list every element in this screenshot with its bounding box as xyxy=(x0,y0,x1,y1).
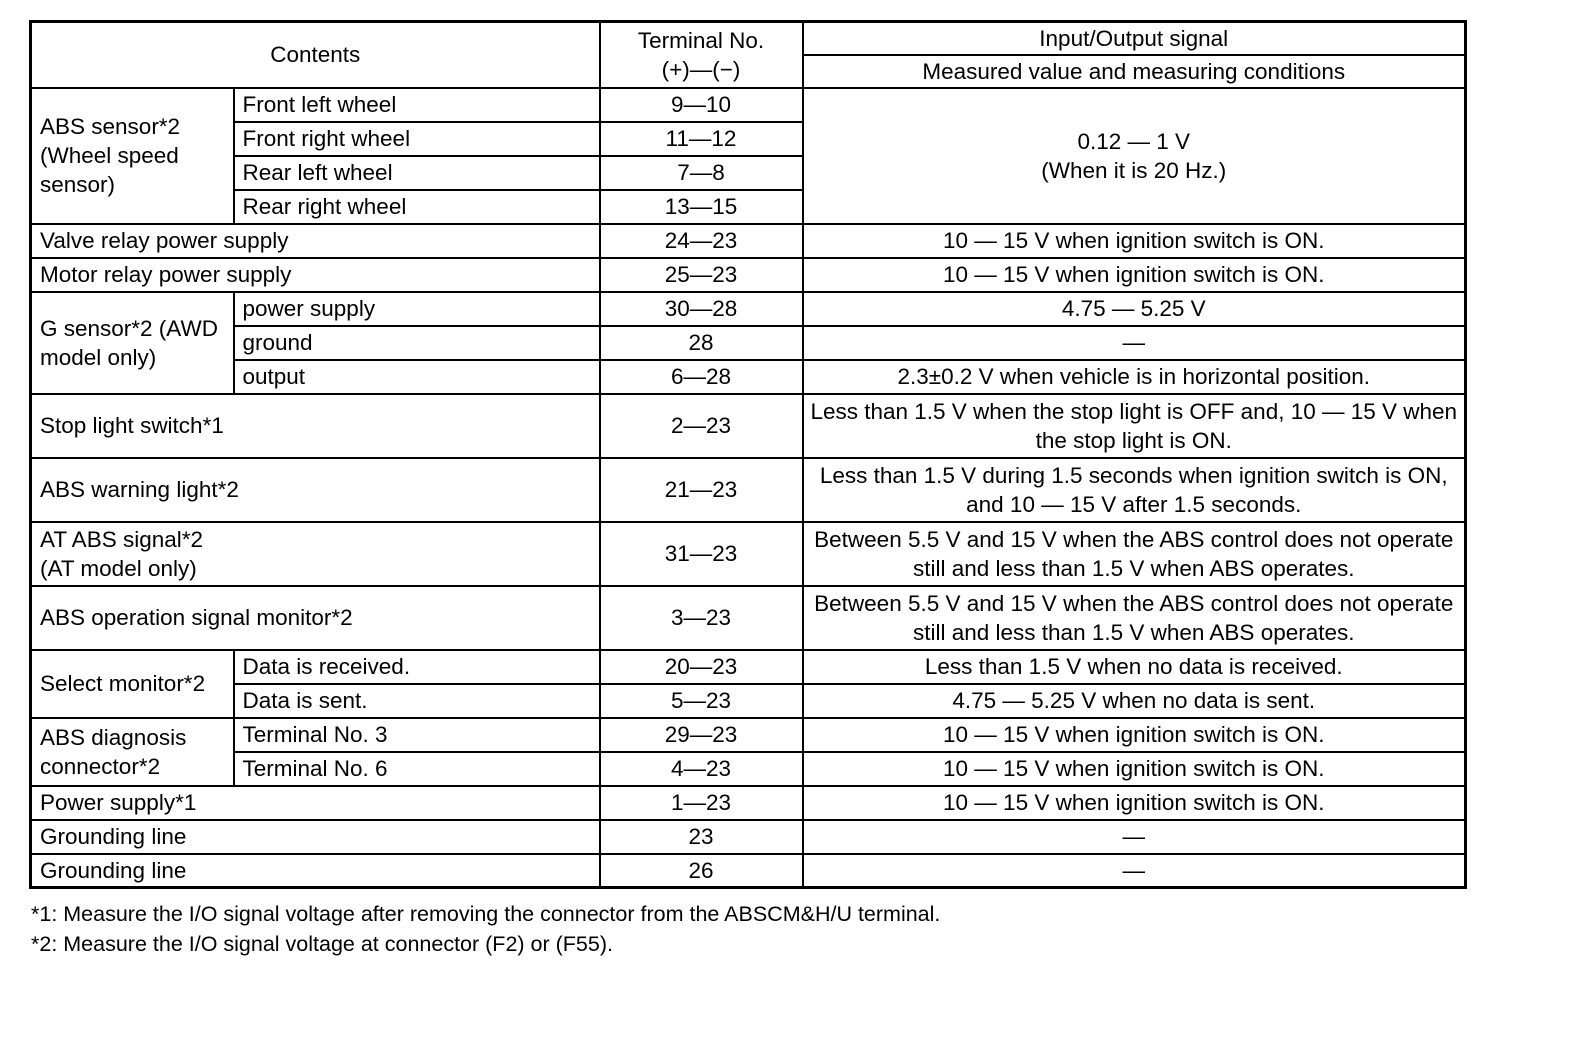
signal-value: Between 5.5 V and 15 V when the ABS control does not operate still and less than 1.5 V when ABS operates. xyxy=(803,522,1466,586)
table-row xyxy=(31,292,1466,326)
terminal-value: 23 xyxy=(600,820,803,854)
item-label-line: AT ABS signal*2 xyxy=(40,526,204,552)
item-label: Power supply*1 xyxy=(31,786,600,820)
item-label: Stop light switch*1 xyxy=(31,394,600,458)
terminal-value: 7—8 xyxy=(600,156,803,190)
item-label: ABS operation signal monitor*2 xyxy=(31,586,600,650)
table-row xyxy=(31,522,1466,586)
item-label: Motor relay power supply xyxy=(31,258,600,292)
table-row xyxy=(31,854,1466,888)
footnote: *2: Measure the I/O signal voltage at connector (F2) or (F55). xyxy=(31,932,613,956)
header-io-signal: Input/Output signal xyxy=(803,22,1466,55)
table-row xyxy=(31,360,1466,394)
header-contents: Contents xyxy=(31,22,600,88)
table-row xyxy=(31,88,1466,122)
item-label: power supply xyxy=(234,292,600,326)
signal-value: 10 — 15 V when ignition switch is ON. xyxy=(803,786,1466,820)
item-label-line: (AT model only) xyxy=(40,555,197,581)
item-label: Rear left wheel xyxy=(234,156,600,190)
terminal-value: 28 xyxy=(600,326,803,360)
signal-value: 10 — 15 V when ignition switch is ON. xyxy=(803,752,1466,786)
terminal-value: 30—28 xyxy=(600,292,803,326)
terminal-value: 21—23 xyxy=(600,458,803,522)
header-terminal-line2: (+)—(−) xyxy=(661,56,741,82)
footnotes xyxy=(31,899,1464,959)
signal-value: — xyxy=(803,820,1466,854)
terminal-value: 1—23 xyxy=(600,786,803,820)
terminal-value: 5—23 xyxy=(600,684,803,718)
signal-value: Less than 1.5 V when no data is received. xyxy=(803,650,1466,684)
abs-sensor-group-label: ABS sensor*2 (Wheel speed sensor) xyxy=(31,88,234,224)
terminal-value: 29—23 xyxy=(600,718,803,752)
item-label: Front left wheel xyxy=(234,88,600,122)
item-label: Terminal No. 6 xyxy=(234,752,600,786)
table-row xyxy=(31,458,1466,522)
item-label: Terminal No. 3 xyxy=(234,718,600,752)
signal-value: Between 5.5 V and 15 V when the ABS control does not operate still and less than 1.5 V when ABS operates. xyxy=(803,586,1466,650)
header-terminal-line1: Terminal No. xyxy=(637,27,765,53)
table-row xyxy=(31,752,1466,786)
item-label: Data is received. xyxy=(234,650,600,684)
signal-value: Less than 1.5 V when the stop light is OFF and, 10 — 15 V when the stop light is ON. xyxy=(803,394,1466,458)
table-row xyxy=(31,684,1466,718)
abs-diagnosis-group-label: ABS diagnosis connector*2 xyxy=(31,718,234,786)
terminal-value: 26 xyxy=(600,854,803,888)
table-row xyxy=(31,718,1466,752)
item-label: output xyxy=(234,360,600,394)
signal-value: 10 — 15 V when ignition switch is ON. xyxy=(803,718,1466,752)
item-label: Grounding line xyxy=(31,854,600,888)
table-row xyxy=(31,786,1466,820)
table-row xyxy=(31,326,1466,360)
table-row xyxy=(31,650,1466,684)
signal-value: — xyxy=(803,854,1466,888)
item-label: ground xyxy=(234,326,600,360)
terminal-value: 2—23 xyxy=(600,394,803,458)
table-row xyxy=(31,394,1466,458)
select-monitor-group-label: Select monitor*2 xyxy=(31,650,234,718)
signal-value: 10 — 15 V when ignition switch is ON. xyxy=(803,258,1466,292)
header-terminal-no xyxy=(600,22,803,88)
table-row xyxy=(31,820,1466,854)
footnote: *1: Measure the I/O signal voltage after removing the connector from the ABSCM&H/U terminal. xyxy=(31,902,941,926)
item-label: Front right wheel xyxy=(234,122,600,156)
g-sensor-group-label: G sensor*2 (AWD model only) xyxy=(31,292,234,394)
io-signal-table xyxy=(29,20,1467,889)
terminal-value: 4—23 xyxy=(600,752,803,786)
header-row xyxy=(31,22,1466,55)
item-label: Rear right wheel xyxy=(234,190,600,224)
terminal-value: 13—15 xyxy=(600,190,803,224)
abs-sensor-signal xyxy=(803,88,1466,224)
item-label xyxy=(31,522,600,586)
signal-value: 4.75 — 5.25 V xyxy=(803,292,1466,326)
terminal-value: 25—23 xyxy=(600,258,803,292)
terminal-value: 6—28 xyxy=(600,360,803,394)
terminal-value: 11—12 xyxy=(600,122,803,156)
terminal-value: 3—23 xyxy=(600,586,803,650)
signal-value: 10 — 15 V when ignition switch is ON. xyxy=(803,224,1466,258)
signal-line: (When it is 20 Hz.) xyxy=(1041,157,1227,183)
terminal-value: 20—23 xyxy=(600,650,803,684)
header-measured-value: Measured value and measuring conditions xyxy=(803,55,1466,88)
signal-value: — xyxy=(803,326,1466,360)
item-label: Valve relay power supply xyxy=(31,224,600,258)
table-row xyxy=(31,258,1466,292)
item-label: Data is sent. xyxy=(234,684,600,718)
table-row xyxy=(31,586,1466,650)
terminal-value: 24—23 xyxy=(600,224,803,258)
signal-line: 0.12 — 1 V xyxy=(1077,128,1191,154)
signal-value: Less than 1.5 V during 1.5 seconds when ignition switch is ON, and 10 — 15 V after 1.5 seconds. xyxy=(803,458,1466,522)
item-label: ABS warning light*2 xyxy=(31,458,600,522)
table-row xyxy=(31,224,1466,258)
signal-value: 4.75 — 5.25 V when no data is sent. xyxy=(803,684,1466,718)
signal-value: 2.3±0.2 V when vehicle is in horizontal position. xyxy=(803,360,1466,394)
item-label: Grounding line xyxy=(31,820,600,854)
terminal-value: 9—10 xyxy=(600,88,803,122)
terminal-value: 31—23 xyxy=(600,522,803,586)
document-page xyxy=(29,20,1464,959)
